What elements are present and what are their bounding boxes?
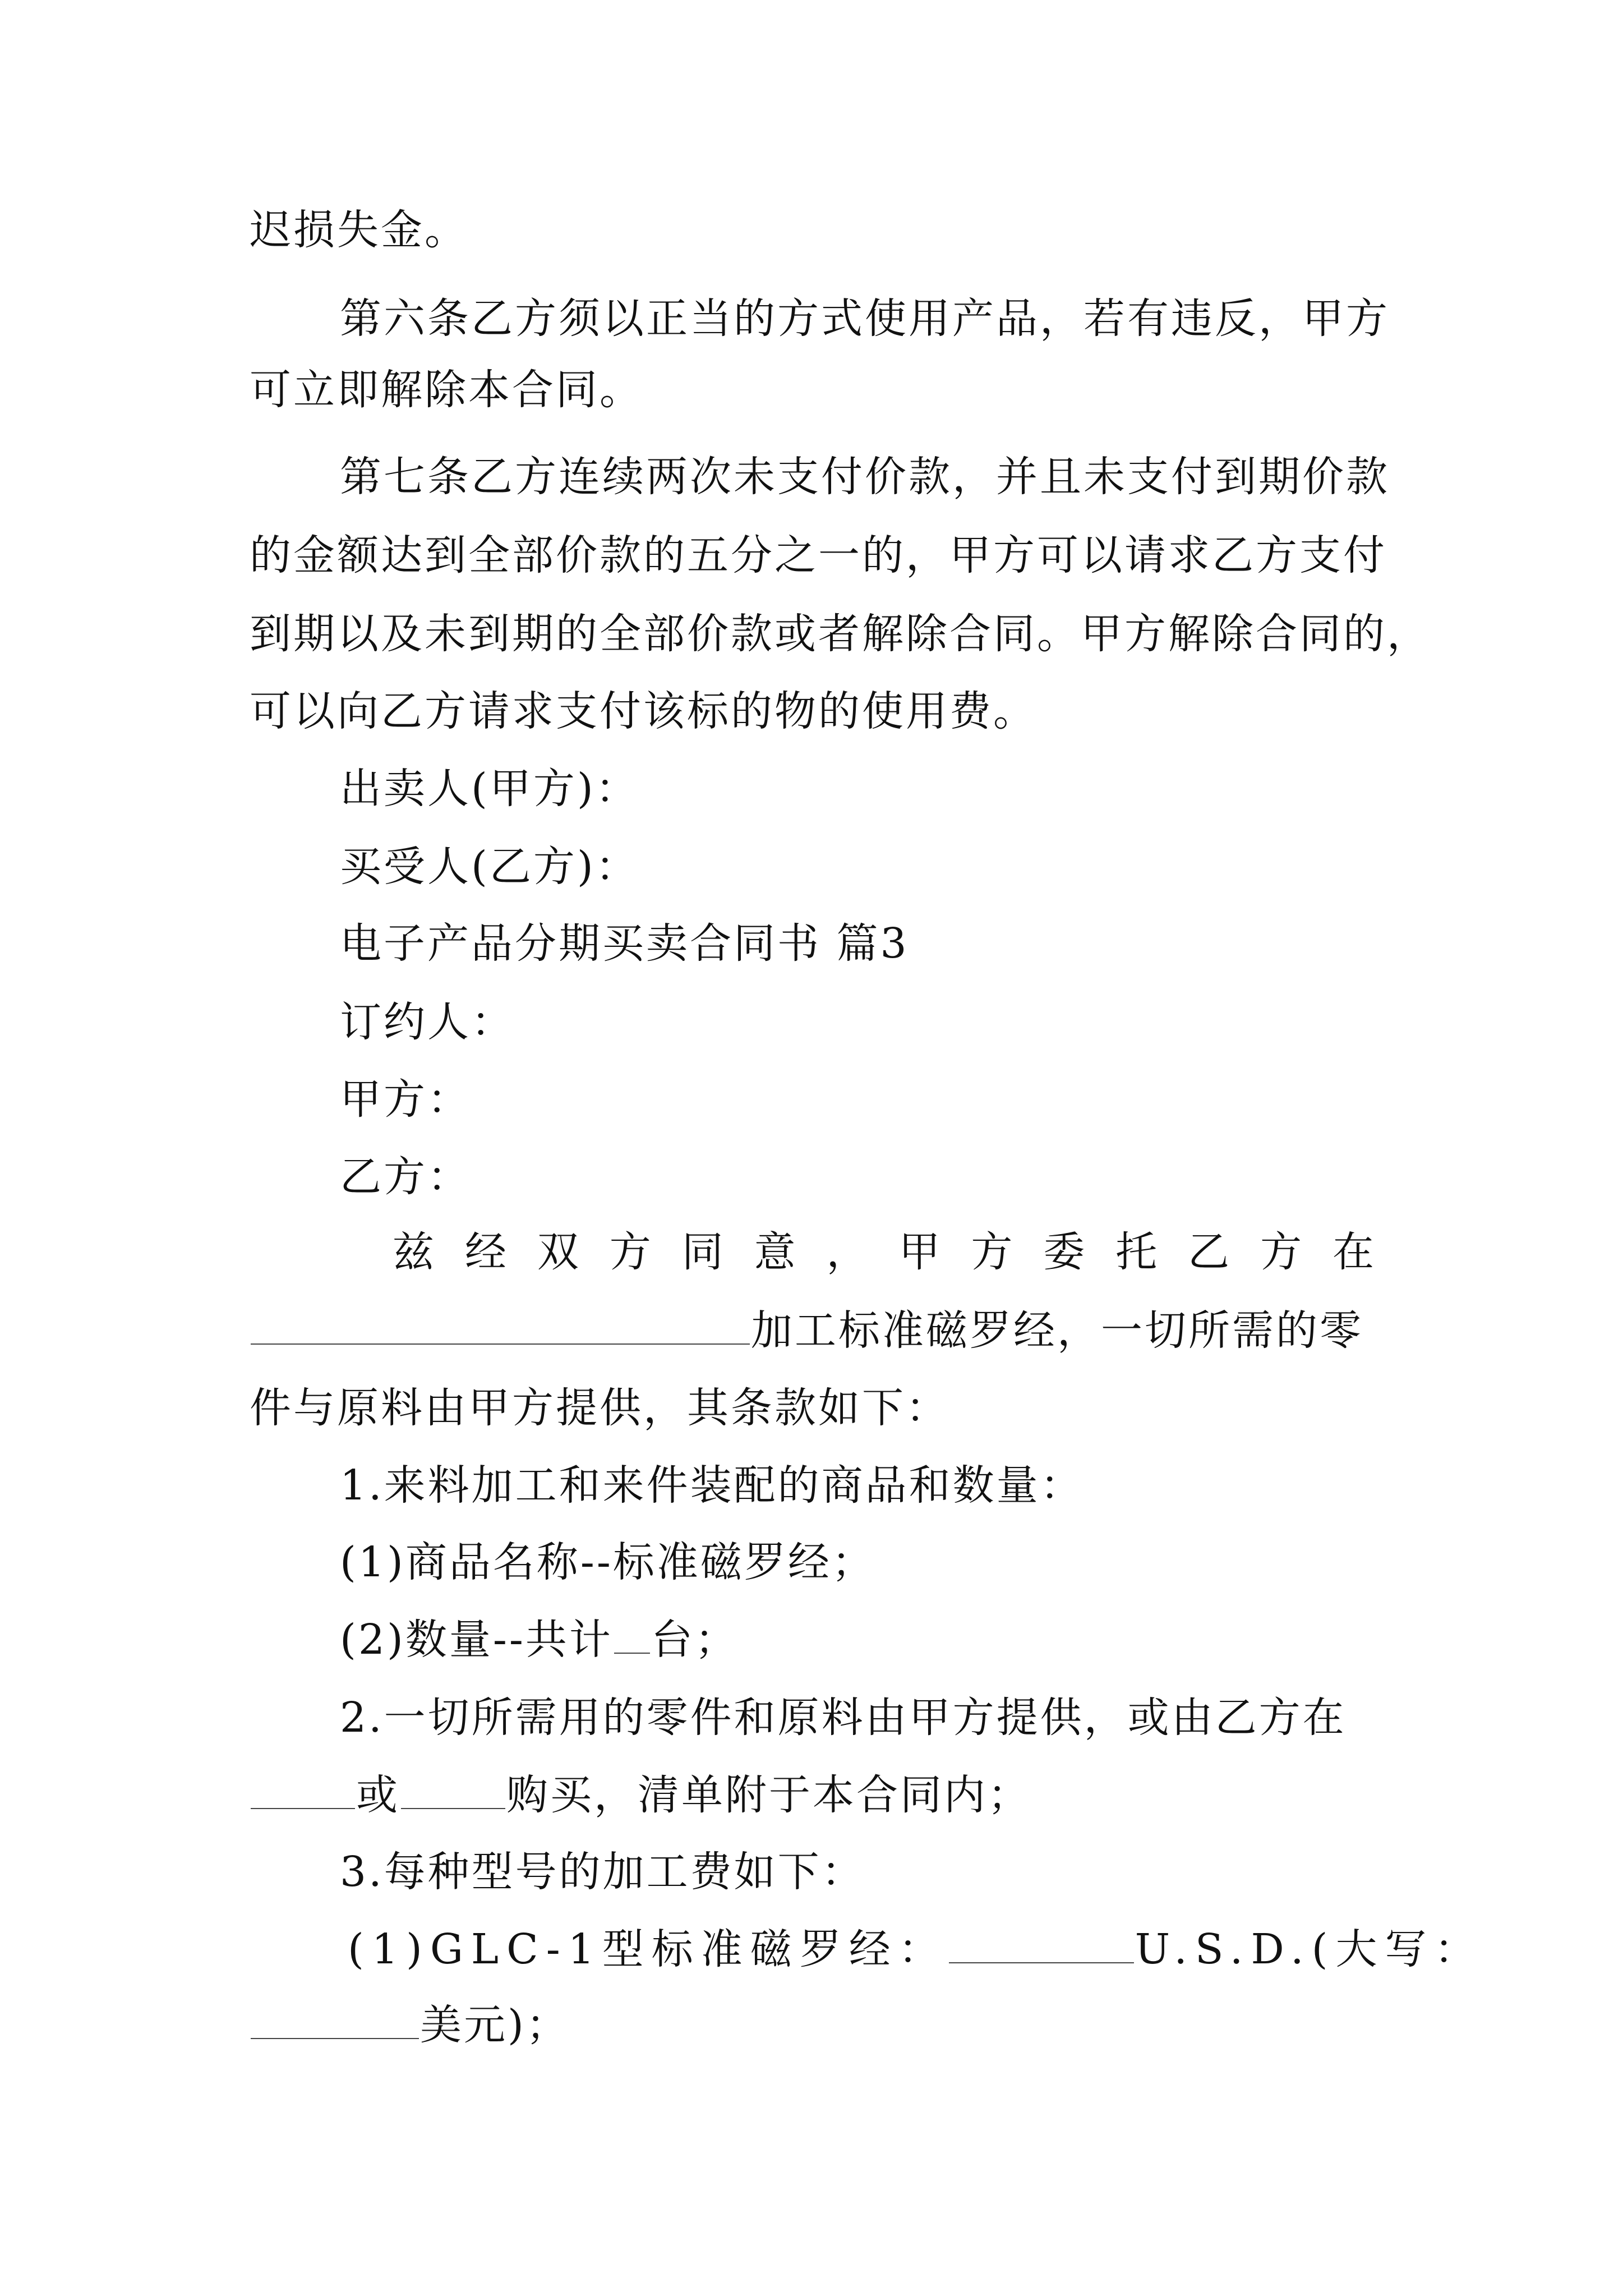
text-segment: 2.一切所需用的零件和原料由甲方提供，或由乙方在: [340, 1694, 1347, 1742]
text-segment: 购买，清单附于本合同内；: [506, 1771, 1031, 1819]
text-segment: 第六条乙方须以正当的方式使用产品，若有违反，甲方: [340, 295, 1390, 343]
paragraph-line: [250, 1767, 1031, 1823]
paragraph-line: [250, 1380, 949, 1436]
location-blank: [251, 1304, 750, 1345]
buyer-label: [340, 839, 639, 895]
contract-parties-label: [340, 994, 515, 1050]
seller-label: [340, 761, 639, 817]
text-segment: 迟损失金。: [250, 206, 468, 254]
quantity-blank: [614, 1613, 650, 1654]
text-segment: 或: [356, 1771, 400, 1819]
paragraph-line: [250, 202, 468, 258]
text-segment: (2)数量--共计: [340, 1616, 613, 1664]
text-segment: 加工标准磁罗经，一切所需的零: [751, 1306, 1363, 1355]
text-segment: 可以向乙方请求支付该标的物的使用费。: [250, 687, 1037, 735]
text-segment: (1)商品名称--标准磁罗经；: [340, 1538, 875, 1586]
text-segment: 美元)；: [420, 2001, 570, 2049]
text-segment: 3.每种型号的加工费如下：: [340, 1848, 865, 1896]
text-segment: 可立即解除本合同。: [250, 366, 643, 414]
text-segment: (1)GLC-1型标准磁罗经：: [348, 1925, 948, 1973]
product-name-line: [340, 1534, 875, 1590]
fee-words-blank: [251, 1999, 419, 2039]
text-segment: 到期以及未到期的全部价款或者解除合同。甲方解除合同的，: [250, 610, 1431, 658]
party-b-label: [340, 1149, 471, 1205]
text-segment: 出卖人(甲方)：: [340, 765, 639, 813]
text-segment: 订约人：: [340, 998, 515, 1046]
text-segment: 买受人(乙方)：: [340, 843, 639, 891]
text-segment: 1.来料加工和来件装配的商品和数量：: [340, 1461, 1084, 1510]
text-segment: 第七条乙方连续两次未支付价款，并且未支付到期价款: [340, 453, 1390, 501]
text-segment: 件与原料由甲方提供，其条款如下：: [250, 1384, 949, 1432]
paragraph-line: [250, 1303, 1363, 1359]
text-segment: 台；: [651, 1616, 739, 1664]
paragraph-line: [250, 1997, 570, 2053]
party-a-label: [340, 1071, 471, 1128]
purchase-place-blank: [251, 1769, 355, 1809]
article-seven-line: [340, 449, 1390, 505]
article-six-line: [340, 291, 1390, 347]
clause-3-line: [340, 1844, 865, 1900]
text-segment: 的金额达到全部价款的五分之一的，甲方可以请求乙方支付: [250, 531, 1387, 579]
paragraph-line: [250, 362, 643, 418]
paragraph-line: [250, 527, 1387, 583]
paragraph-line: [250, 606, 1431, 662]
fee-amount-blank: [949, 1923, 1134, 1963]
text-segment: 甲方：: [340, 1075, 471, 1124]
paragraph-line: [250, 683, 1037, 739]
text-segment: 电子产品分期买卖合同书 篇3: [340, 919, 909, 968]
glc-fee-line: [348, 1921, 1484, 1977]
purchase-place-blank: [401, 1769, 505, 1809]
clause-2-line: [340, 1690, 1347, 1746]
text-segment: 乙方：: [340, 1153, 471, 1201]
text-segment: 兹经双方同意，甲方委托乙方在: [393, 1228, 1391, 1276]
section-title: [340, 915, 909, 972]
clause-1-line: [340, 1457, 1084, 1513]
quantity-line: [340, 1612, 739, 1668]
agreement-intro-line: [393, 1224, 1391, 1280]
text-segment: U.S.D.(大写：: [1135, 1925, 1484, 1973]
